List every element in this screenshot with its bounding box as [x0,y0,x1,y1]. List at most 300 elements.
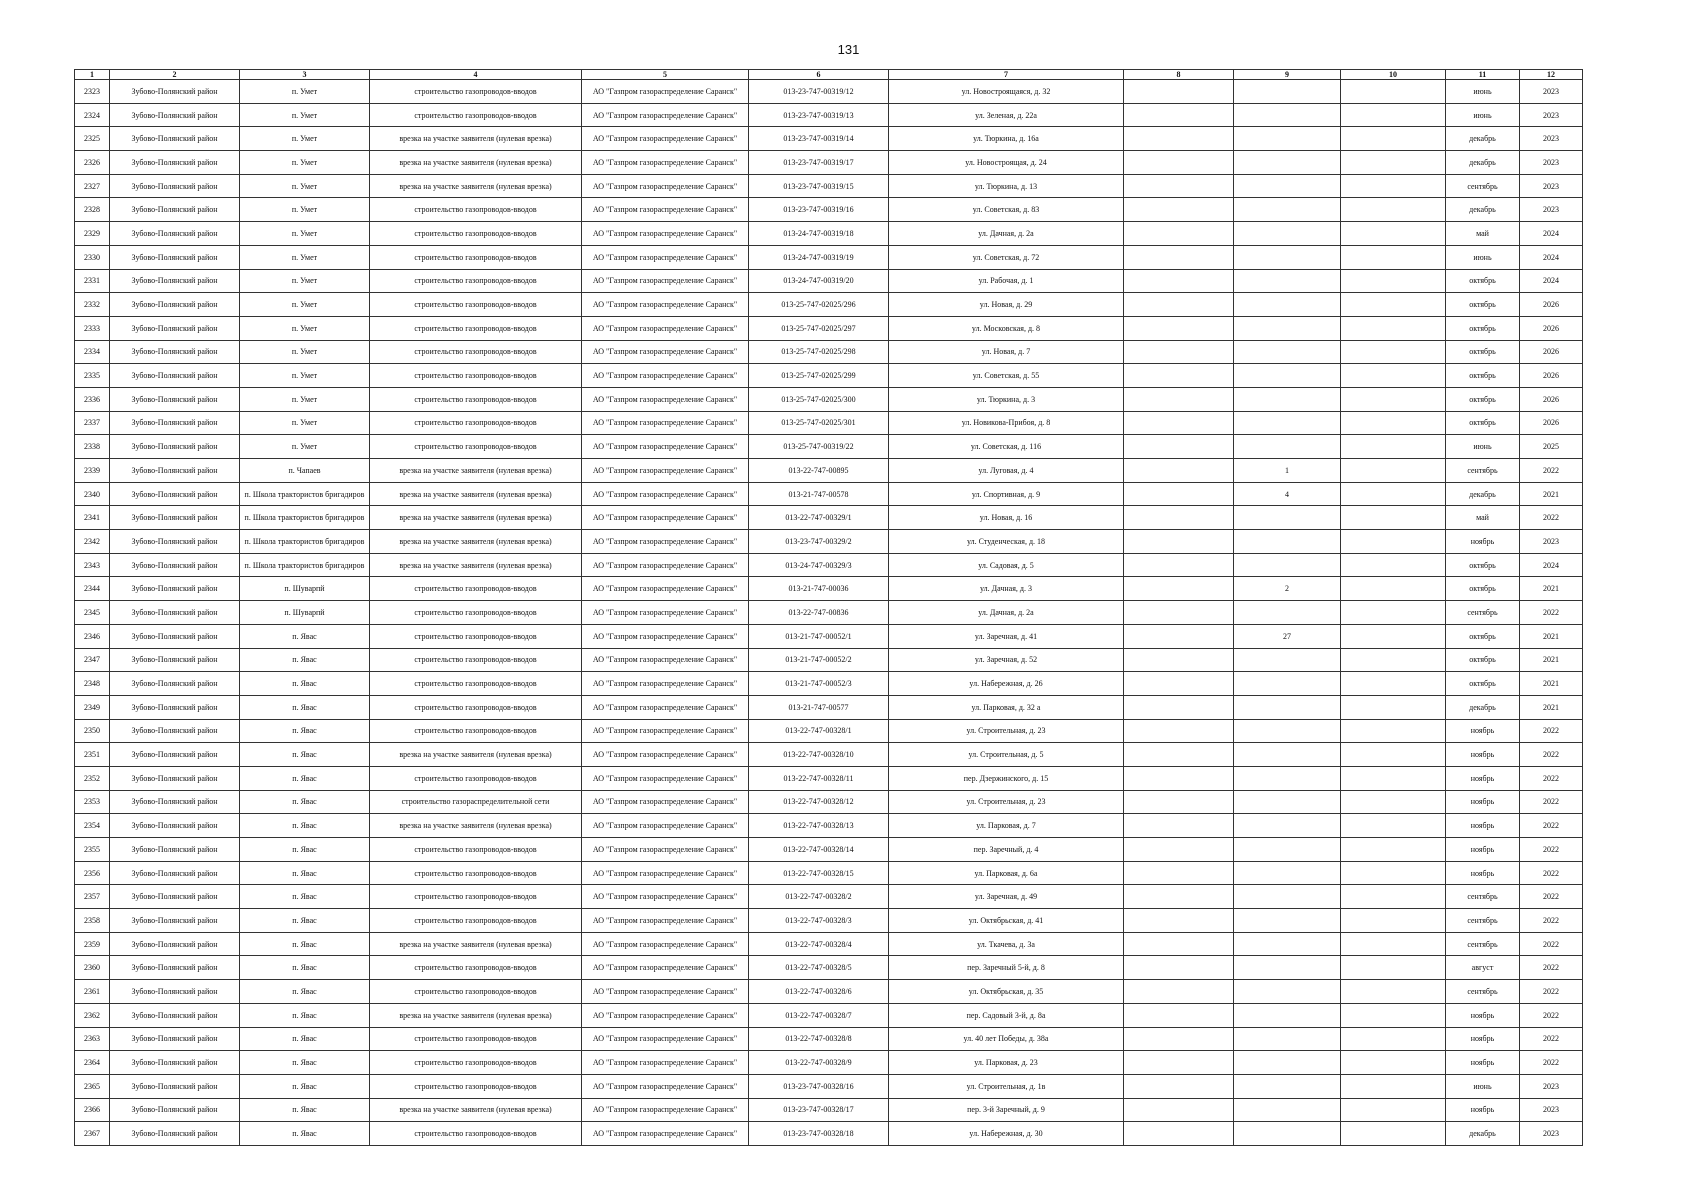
table-cell: 2346 [75,624,110,648]
table-row [75,151,1583,175]
table-cell: АО "Газпром газораспределение Саранск" [582,506,749,530]
table-cell: АО "Газпром газораспределение Саранск" [582,766,749,790]
table-cell: ул. Дачная, д. 3 [889,577,1124,601]
table-cell: ул. Заречная, д. 41 [889,624,1124,648]
table-row [75,577,1583,601]
table-row [75,648,1583,672]
table-cell: п. Шуварпй [240,577,370,601]
table-cell: п. Явас [240,814,370,838]
table-cell: 2340 [75,482,110,506]
table-cell: 013-23-747-00319/13 [749,103,889,127]
table-cell: 013-22-747-00328/15 [749,861,889,885]
table-cell: 013-23-747-00319/15 [749,174,889,198]
table-row [75,980,1583,1004]
table-cell: ул. Строительная, д. 5 [889,743,1124,767]
table-cell: АО "Газпром газораспределение Саранск" [582,932,749,956]
table-cell: октябрь [1446,316,1520,340]
table-cell: 2357 [75,885,110,909]
table-cell: п. Умет [240,293,370,317]
table-cell: АО "Газпром газораспределение Саранск" [582,364,749,388]
table-cell: строительство газораспределительной сети [370,790,582,814]
table-cell: 2361 [75,980,110,1004]
table-cell: 2021 [1520,695,1583,719]
table-cell: 2355 [75,838,110,862]
table-cell: 2356 [75,861,110,885]
table-cell: Зубово-Полянский район [110,151,240,175]
table-cell: Зубово-Полянский район [110,790,240,814]
table-cell [1124,672,1234,696]
table-cell [1341,956,1446,980]
table-cell: строительство газопроводов-вводов [370,766,582,790]
table-row [75,672,1583,696]
table-cell: Зубово-Полянский район [110,980,240,1004]
table-cell [1234,838,1341,862]
table-cell: врезка на участке заявителя (нулевая врезка) [370,174,582,198]
table-cell [1341,387,1446,411]
table-cell [1234,222,1341,246]
table-cell [1124,1122,1234,1146]
table-cell: строительство газопроводов-вводов [370,695,582,719]
table-cell: врезка на участке заявителя (нулевая врезка) [370,932,582,956]
table-cell [1234,316,1341,340]
table-cell [1341,553,1446,577]
table-cell: 013-22-747-00328/2 [749,885,889,909]
table-cell: 2330 [75,245,110,269]
table-cell: п. Умет [240,411,370,435]
table-cell: июнь [1446,1074,1520,1098]
table-cell: ноябрь [1446,766,1520,790]
table-cell: 013-23-747-00328/17 [749,1098,889,1122]
table-cell: октябрь [1446,577,1520,601]
table-cell: 013-24-747-00319/19 [749,245,889,269]
table-cell: АО "Газпром газораспределение Саранск" [582,1074,749,1098]
table-cell: ул. Набережная, д. 30 [889,1122,1124,1146]
table-cell: июнь [1446,435,1520,459]
table-cell: пер. 3-й Заречный, д. 9 [889,1098,1124,1122]
table-cell: п. Явас [240,909,370,933]
table-cell [1341,1074,1446,1098]
table-cell: ул. Дачная, д. 2а [889,222,1124,246]
table-cell: 2022 [1520,743,1583,767]
table-cell: ул. Заречная, д. 49 [889,885,1124,909]
table-cell: строительство газопроводов-вводов [370,838,582,862]
table-cell: октябрь [1446,672,1520,696]
table-cell: строительство газопроводов-вводов [370,1027,582,1051]
table-cell: строительство газопроводов-вводов [370,1051,582,1075]
table-cell: п. Явас [240,1122,370,1146]
table-cell [1124,1051,1234,1075]
table-cell: 2021 [1520,482,1583,506]
table-cell [1124,103,1234,127]
table-cell: 2366 [75,1098,110,1122]
table-cell: Зубово-Полянский район [110,174,240,198]
table-cell: АО "Газпром газораспределение Саранск" [582,838,749,862]
table-cell: АО "Газпром газораспределение Саранск" [582,1003,749,1027]
table-cell: Зубово-Полянский район [110,861,240,885]
table-cell: АО "Газпром газораспределение Саранск" [582,909,749,933]
table-cell: 013-24-747-00329/3 [749,553,889,577]
table-cell [1234,885,1341,909]
table-cell [1341,127,1446,151]
table-cell [1124,743,1234,767]
table-cell [1234,766,1341,790]
table-cell [1234,127,1341,151]
table-cell: 2022 [1520,719,1583,743]
table-cell: декабрь [1446,482,1520,506]
table-cell [1234,601,1341,625]
table-cell: 2022 [1520,885,1583,909]
table-cell: 2332 [75,293,110,317]
table-cell: ул. Строительная, д. 23 [889,790,1124,814]
table-cell [1341,222,1446,246]
table-cell: 2022 [1520,766,1583,790]
table-cell: строительство газопроводов-вводов [370,885,582,909]
table-cell: 2022 [1520,1003,1583,1027]
table-cell: АО "Газпром газораспределение Саранск" [582,956,749,980]
table-cell: ул. Студенческая, д. 18 [889,530,1124,554]
table-cell: АО "Газпром газораспределение Саранск" [582,459,749,483]
table-cell [1341,766,1446,790]
table-cell: АО "Газпром газораспределение Саранск" [582,482,749,506]
table-cell: ул. Новикова-Прибоя, д. 8 [889,411,1124,435]
table-cell [1341,980,1446,1004]
table-cell [1234,743,1341,767]
table-cell [1341,672,1446,696]
table-cell: ул. Новая, д. 16 [889,506,1124,530]
table-cell: 013-21-747-00036 [749,577,889,601]
column-header: 4 [370,70,582,80]
table-cell: п. Явас [240,932,370,956]
table-cell: 2331 [75,269,110,293]
table-cell: 013-22-747-00328/13 [749,814,889,838]
table-cell [1341,198,1446,222]
table-cell: декабрь [1446,198,1520,222]
table-cell [1341,316,1446,340]
table-cell: 013-22-747-00328/4 [749,932,889,956]
table-cell: 013-25-747-02025/299 [749,364,889,388]
table-cell [1341,909,1446,933]
table-cell: строительство газопроводов-вводов [370,980,582,1004]
table-cell: Зубово-Полянский район [110,648,240,672]
table-cell: ул. Парковая, д. 7 [889,814,1124,838]
table-cell [1341,1051,1446,1075]
table-cell: Зубово-Полянский район [110,1074,240,1098]
table-row [75,198,1583,222]
table-row [75,885,1583,909]
table-cell: 013-25-747-02025/298 [749,340,889,364]
table-cell: 013-22-747-00328/11 [749,766,889,790]
table-cell [1341,695,1446,719]
table-cell: 2343 [75,553,110,577]
table-row [75,956,1583,980]
table-cell [1341,601,1446,625]
table-cell: 2022 [1520,861,1583,885]
table-cell: Зубово-Полянский район [110,364,240,388]
table-cell [1341,577,1446,601]
table-cell: АО "Газпром газораспределение Саранск" [582,80,749,104]
table-cell [1341,435,1446,459]
table-cell: АО "Газпром газораспределение Саранск" [582,577,749,601]
table-row [75,411,1583,435]
table-cell [1341,506,1446,530]
table-cell [1124,577,1234,601]
table-cell [1124,1003,1234,1027]
table-row [75,838,1583,862]
table-cell: Зубово-Полянский район [110,1122,240,1146]
table-cell: Зубово-Полянский район [110,293,240,317]
table-cell [1234,506,1341,530]
table-cell [1124,553,1234,577]
table-row [75,364,1583,388]
table-cell [1234,719,1341,743]
table-cell [1341,624,1446,648]
table-cell: ул. Спортивная, д. 9 [889,482,1124,506]
table-cell: АО "Газпром газораспределение Саранск" [582,814,749,838]
header-row [75,70,1583,80]
table-cell: АО "Газпром газораспределение Саранск" [582,387,749,411]
table-cell: 013-24-747-00319/20 [749,269,889,293]
table-cell [1124,766,1234,790]
table-header [75,70,1583,80]
table-cell: Зубово-Полянский район [110,624,240,648]
table-cell [1341,80,1446,104]
table-cell: Зубово-Полянский район [110,932,240,956]
table-cell: 013-22-747-00328/7 [749,1003,889,1027]
table-cell: 2350 [75,719,110,743]
table-cell: ноябрь [1446,790,1520,814]
table-cell: АО "Газпром газораспределение Саранск" [582,624,749,648]
table-cell: Зубово-Полянский район [110,695,240,719]
table-cell: 2341 [75,506,110,530]
table-cell: ноябрь [1446,861,1520,885]
table-row [75,269,1583,293]
table-row [75,245,1583,269]
table-cell [1124,340,1234,364]
table-cell [1234,411,1341,435]
table-cell: ул. Зеленая, д. 22а [889,103,1124,127]
table-cell: АО "Газпром газораспределение Саранск" [582,1122,749,1146]
table-cell: 013-22-747-00328/6 [749,980,889,1004]
table-row [75,103,1583,127]
table-cell: 013-22-747-00329/1 [749,506,889,530]
table-cell: октябрь [1446,648,1520,672]
table-cell: АО "Газпром газораспределение Саранск" [582,316,749,340]
table-cell: 2347 [75,648,110,672]
table-cell: ул. Новая, д. 7 [889,340,1124,364]
table-cell: п. Явас [240,790,370,814]
table-cell: Зубово-Полянский район [110,814,240,838]
column-header: 11 [1446,70,1520,80]
table-row [75,482,1583,506]
table-row [75,1027,1583,1051]
table-cell [1341,151,1446,175]
table-cell: Зубово-Полянский район [110,482,240,506]
table-cell: Зубово-Полянский район [110,506,240,530]
table-cell: строительство газопроводов-вводов [370,1122,582,1146]
table-cell: строительство газопроводов-вводов [370,435,582,459]
table-cell [1234,672,1341,696]
table-cell: 013-22-747-00328/8 [749,1027,889,1051]
table-cell [1234,956,1341,980]
table-cell [1341,293,1446,317]
table-cell [1341,1122,1446,1146]
table-cell: ул. Советская, д. 83 [889,198,1124,222]
table-cell: сентябрь [1446,909,1520,933]
table-cell: 013-22-747-00328/5 [749,956,889,980]
table-cell: 1 [1234,459,1341,483]
table-cell: строительство газопроводов-вводов [370,198,582,222]
table-cell: АО "Газпром газораспределение Саранск" [582,553,749,577]
table-cell: строительство газопроводов-вводов [370,222,582,246]
table-cell: п. Умет [240,245,370,269]
table-cell: ул. Строительная, д. 23 [889,719,1124,743]
table-cell: 2023 [1520,174,1583,198]
table-cell: АО "Газпром газораспределение Саранск" [582,198,749,222]
table-cell: АО "Газпром газораспределение Саранск" [582,174,749,198]
table-cell: Зубово-Полянский район [110,103,240,127]
table-cell: ноябрь [1446,1027,1520,1051]
table-cell: ул. Тюркина, д. 13 [889,174,1124,198]
table-cell: 2023 [1520,1098,1583,1122]
table-cell: АО "Газпром газораспределение Саранск" [582,151,749,175]
table-cell: ул. Ткачева, д. 3а [889,932,1124,956]
table-cell: Зубово-Полянский район [110,269,240,293]
table-cell: п. Умет [240,127,370,151]
column-header: 12 [1520,70,1583,80]
table-cell: 2344 [75,577,110,601]
table-cell: ул. Дачная, д. 2а [889,601,1124,625]
table-cell [1124,861,1234,885]
table-cell [1234,814,1341,838]
table-cell: строительство газопроводов-вводов [370,601,582,625]
table-cell: п. Явас [240,1098,370,1122]
table-cell: АО "Газпром газораспределение Саранск" [582,1098,749,1122]
table-cell [1234,174,1341,198]
table-cell: врезка на участке заявителя (нулевая врезка) [370,127,582,151]
table-cell: 2348 [75,672,110,696]
table-cell: АО "Газпром газораспределение Саранск" [582,435,749,459]
column-header: 8 [1124,70,1234,80]
table-cell: сентябрь [1446,932,1520,956]
table-cell: п. Явас [240,695,370,719]
table-cell [1234,1027,1341,1051]
table-cell [1124,411,1234,435]
table-row [75,1003,1583,1027]
table-cell [1234,245,1341,269]
table-cell: строительство газопроводов-вводов [370,316,582,340]
table-cell: 013-21-747-00052/1 [749,624,889,648]
table-cell [1234,1003,1341,1027]
table-cell: АО "Газпром газораспределение Саранск" [582,1051,749,1075]
table-cell: 2324 [75,103,110,127]
table-row [75,435,1583,459]
table-cell: 2023 [1520,1122,1583,1146]
table-cell [1341,459,1446,483]
table-cell [1234,364,1341,388]
table-cell: п. Умет [240,222,370,246]
table-cell: 013-22-747-00895 [749,459,889,483]
table-cell: 2325 [75,127,110,151]
table-cell [1124,1027,1234,1051]
table-cell [1234,980,1341,1004]
table-row [75,1074,1583,1098]
table-cell: октябрь [1446,364,1520,388]
table-cell: 013-22-747-00836 [749,601,889,625]
table-cell: 2351 [75,743,110,767]
table-cell: ул. Строительная, д. 1в [889,1074,1124,1098]
table-cell: ул. Новостроящая, д. 24 [889,151,1124,175]
table-cell [1124,198,1234,222]
column-header: 10 [1341,70,1446,80]
table-cell: 2024 [1520,269,1583,293]
table-cell: врезка на участке заявителя (нулевая врезка) [370,482,582,506]
table-cell: п. Умет [240,435,370,459]
table-cell: АО "Газпром газораспределение Саранск" [582,293,749,317]
table-cell [1234,648,1341,672]
table-cell: ул. Садовая, д. 5 [889,553,1124,577]
table-cell [1341,174,1446,198]
table-cell: октябрь [1446,293,1520,317]
table-cell [1234,932,1341,956]
table-cell: пер. Дзержинского, д. 15 [889,766,1124,790]
table-cell: врезка на участке заявителя (нулевая врезка) [370,459,582,483]
table-cell: врезка на участке заявителя (нулевая врезка) [370,553,582,577]
table-cell [1124,459,1234,483]
table-cell: п. Школа трактористов бригадиров [240,506,370,530]
table-cell: декабрь [1446,695,1520,719]
table-cell [1124,435,1234,459]
table-cell: июнь [1446,80,1520,104]
table-cell: АО "Газпром газораспределение Саранск" [582,530,749,554]
table-row [75,909,1583,933]
table-cell: ноябрь [1446,530,1520,554]
table-cell [1124,838,1234,862]
table-cell [1124,80,1234,104]
table-cell: ул. Рабочая, д. 1 [889,269,1124,293]
table-cell: п. Умет [240,340,370,364]
table-cell: 2353 [75,790,110,814]
table-cell: Зубово-Полянский район [110,577,240,601]
table-cell: 2360 [75,956,110,980]
table-cell: Зубово-Полянский район [110,672,240,696]
table-cell: 27 [1234,624,1341,648]
table-cell: 2326 [75,151,110,175]
table-cell: строительство газопроводов-вводов [370,269,582,293]
table-cell: 013-23-747-00329/2 [749,530,889,554]
table-cell: АО "Газпром газораспределение Саранск" [582,269,749,293]
table-cell: 013-21-747-00052/2 [749,648,889,672]
table-cell: Зубово-Полянский район [110,766,240,790]
table-cell: ул. Парковая, д. 6а [889,861,1124,885]
table-cell: 013-22-747-00328/1 [749,719,889,743]
table-cell [1234,198,1341,222]
table-cell: АО "Газпром газораспределение Саранск" [582,790,749,814]
table-cell: пер. Заречный 5-й, д. 8 [889,956,1124,980]
table-cell [1234,861,1341,885]
table-cell: ул. Советская, д. 72 [889,245,1124,269]
table-cell: п. Умет [240,364,370,388]
table-cell: 2365 [75,1074,110,1098]
table-cell: 2024 [1520,553,1583,577]
table-cell: 013-21-747-00578 [749,482,889,506]
table-cell: АО "Газпром газораспределение Саранск" [582,601,749,625]
table-cell: Зубово-Полянский район [110,222,240,246]
table-row [75,601,1583,625]
table-cell [1341,1098,1446,1122]
table-row [75,932,1583,956]
table-cell: п. Умет [240,103,370,127]
table-cell: сентябрь [1446,885,1520,909]
